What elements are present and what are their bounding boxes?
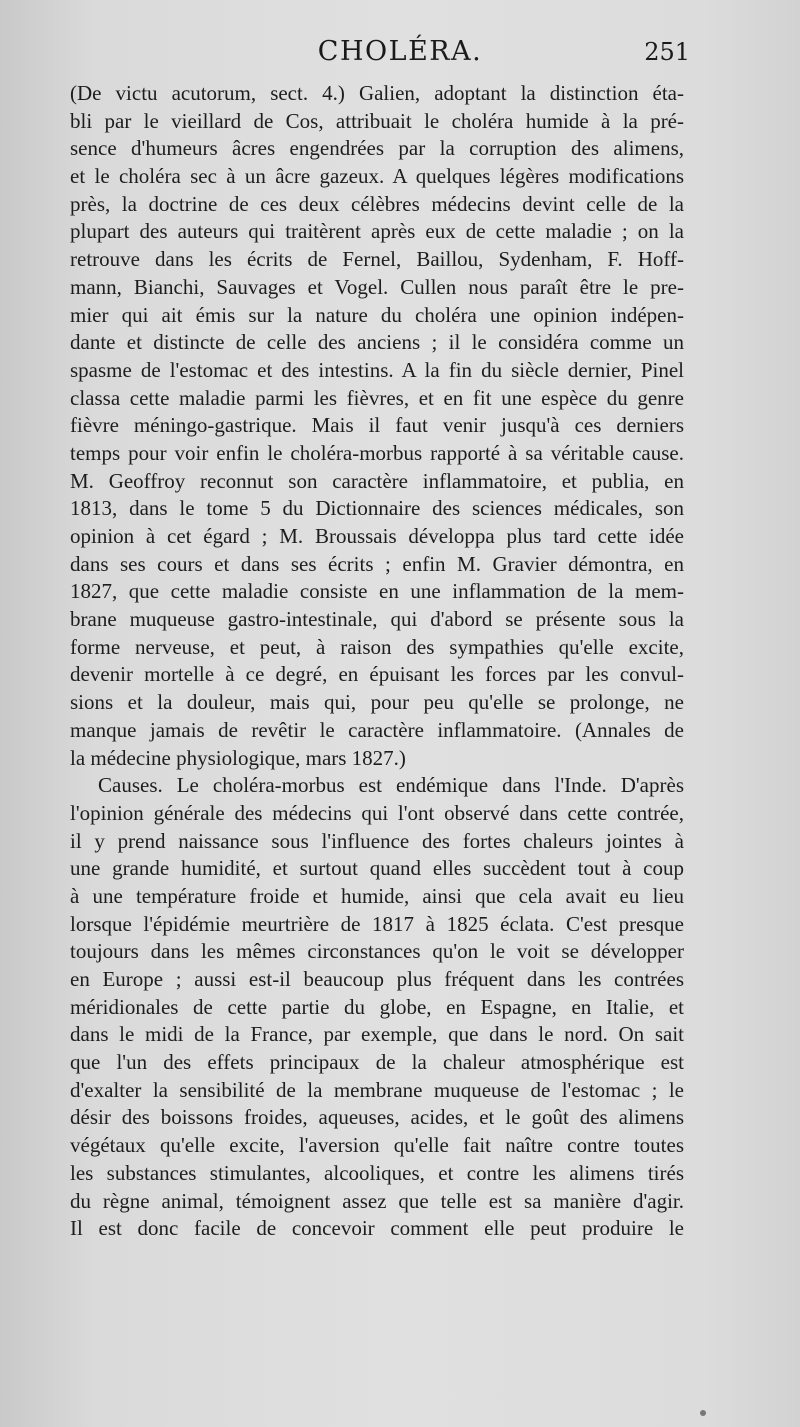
- text-line: végétaux qu'elle excite, l'aversion qu'elle fait naître contre toutes: [70, 1133, 684, 1158]
- text-line: que l'un des effets principaux de la chaleur atmosphérique est: [70, 1050, 684, 1075]
- text-line: dante et distincte de celle des anciens ; il le considéra comme un: [70, 330, 684, 355]
- page-number: 251: [644, 38, 690, 66]
- text-line: du règne animal, témoignent assez que telle est sa manière d'agir.: [70, 1188, 684, 1213]
- text-line: 1827, que cette maladie consiste en une inflammation de la mem-: [70, 579, 684, 604]
- text-line: forme nerveuse, et peut, à raison des sympathies qu'elle excite,: [70, 634, 684, 659]
- text-line: classa cette maladie parmi les fièvres, et en fit une espèce du genre: [70, 385, 684, 410]
- text-line: spasme de l'estomac et des intestins. A la fin du siècle dernier, Pinel: [70, 357, 684, 382]
- text-line: Il est donc facile de concevoir comment elle peut produire le: [70, 1216, 684, 1241]
- text-line: d'exalter la sensibilité de la membrane muqueuse de l'estomac ; le: [70, 1077, 684, 1102]
- text-line: lorsque l'épidémie meurtrière de 1817 à 1825 éclata. C'est presque: [70, 911, 684, 936]
- text-line: retrouve dans les écrits de Fernel, Baillou, Sydenham, F. Hoff-: [70, 247, 684, 272]
- text-line: 1813, dans le tome 5 du Dictionnaire des sciences médicales, son: [70, 496, 684, 521]
- text-line: toujours dans les mêmes circonstances qu'on le voit se développer: [70, 939, 684, 964]
- text-line: brane muqueuse gastro-intestinale, qui d'abord se présente sous la: [70, 607, 684, 632]
- text-line: (De victu acutorum, sect. 4.) Galien, adoptant la distinction éta-: [70, 81, 684, 105]
- text-line: mier qui ait émis sur la nature du choléra une opinion indépen-: [70, 302, 684, 327]
- text-line: sence d'humeurs âcres engendrées par la corruption des alimens,: [70, 136, 684, 161]
- text-line: la médecine physiologique, mars 1827.): [70, 745, 406, 770]
- text-line: en Europe ; aussi est-il beaucoup plus fréquent dans les contrées: [70, 967, 684, 991]
- text-line: l'opinion générale des médecins qui l'ont observé dans cette contrée,: [70, 800, 684, 825]
- text-line: une grande humidité, et surtout quand elles succèdent tout à coup: [70, 856, 684, 881]
- text-line: désir des boissons froides, aqueuses, acides, et le goût des alimens: [70, 1105, 684, 1130]
- text-line: manque jamais de revêtir le caractère inflammatoire. (Annales de: [70, 717, 684, 742]
- text-line: M. Geoffroy reconnut son caractère inflammatoire, et publia, en: [70, 468, 684, 493]
- text-line: sions et la douleur, mais qui, pour peu qu'elle se prolonge, ne: [70, 690, 684, 715]
- text-line: il y prend naissance sous l'influence des fortes chaleurs jointes à: [70, 828, 684, 853]
- text-line: dans ses cours et dans ses écrits ; enfin M. Gravier démontra, en: [70, 551, 684, 576]
- text-line: mann, Bianchi, Sauvages et Vogel. Cullen nous paraît être le pre-: [70, 274, 684, 299]
- running-title: CHOLÉRA.: [317, 36, 483, 67]
- text-line: plupart des auteurs qui traitèrent après eux de cette maladie ; on la: [70, 219, 684, 244]
- text-line: fièvre méningo-gastrique. Mais il faut venir jusqu'à ces derniers: [70, 413, 684, 438]
- text-line: bli par le vieillard de Cos, attribuait le choléra humide à la pré-: [70, 108, 684, 133]
- text-line: près, la doctrine de ces deux célèbres médecins devint celle de la: [70, 191, 684, 216]
- text-line: les substances stimulantes, alcooliques, et contre les alimens tirés: [70, 1160, 684, 1185]
- text-line: devenir mortelle à ce degré, en épuisant les forces par les convul-: [70, 662, 684, 687]
- text-line: temps pour voir enfin le choléra-morbus rapporté à sa véritable cause.: [70, 440, 684, 465]
- text-line: à une température froide et humide, ainsi que cela avait eu lieu: [70, 883, 684, 908]
- ink-spot: [700, 1410, 706, 1416]
- text-line: dans le midi de la France, par exemple, que dans le nord. On sait: [70, 1022, 684, 1047]
- text-line: Causes. Le choléra-morbus est endémique dans l'Inde. D'après: [98, 773, 684, 798]
- page-header: [0, 36, 800, 76]
- text-line: et le choléra sec à un âcre gazeux. A quelques légères modifications: [70, 164, 684, 189]
- body-text: [70, 80, 684, 1243]
- text-line: opinion à cet égard ; M. Broussais développa plus tard cette idée: [70, 524, 684, 548]
- text-line: méridionales de cette partie du globe, en Espagne, en Italie, et: [70, 994, 684, 1019]
